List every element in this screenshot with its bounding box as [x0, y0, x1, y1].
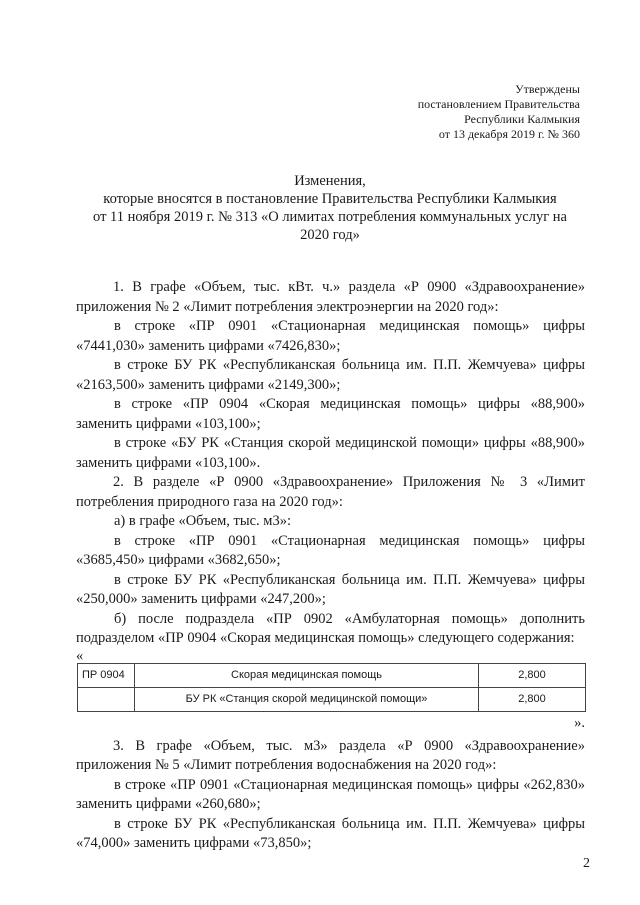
approval-line: Республики Калмыкия	[464, 112, 580, 126]
heading-line: от 11 ноября 2019 г. № 313 «О лимитах потребления коммунальных услуг на	[93, 209, 567, 225]
section-3-item: в строке «ПР 0901 «Стационарная медицинская помощь» цифры «262,830» заменить цифрами «260,680»;	[76, 776, 585, 812]
section-3-item: в строке БУ РК «Республиканская больница им. П.П. Жемчуева» цифры «74,000» заменить цифрами «73,850»;	[76, 815, 585, 851]
section-2-sub-a: а) в графе «Объем, тыс. м3»:	[114, 513, 292, 529]
open-quote: «	[76, 647, 84, 664]
section-1-item: в строке «ПР 0904 «Скорая медицинская помощь» цифры «88,900» заменить цифрами «103,100»;	[76, 396, 585, 432]
heading-line: Изменения,	[294, 173, 366, 189]
heading-line: 2020 год»	[300, 227, 360, 243]
approval-line: Утверждены	[515, 82, 580, 96]
table-cell-name: Скорая медицинская помощь	[135, 663, 479, 687]
close-quote: ».	[574, 714, 585, 731]
section-1-item: в строке «БУ РК «Станция скорой медицинской помощи» цифры «88,900» заменить цифрами «103,100».	[76, 435, 585, 471]
section-2-sub-b: б) после подраздела «ПР 0902 «Амбулаторная помощь» дополнить подразделом «ПР 0904 «Скорая медицинская помощь» следующего содержания:	[76, 610, 585, 646]
document-heading	[80, 172, 580, 244]
document-body	[76, 278, 585, 854]
table-row	[78, 663, 586, 687]
section-1-intro: 1. В графе «Объем, тыс. кВт. ч.» раздела «Р 0900 «Здравоохранение» приложения № 2 «Лимит потребления электроэнергии на 2020 год»:	[76, 279, 585, 315]
page-number: 2	[583, 856, 590, 871]
section-1-item: в строке БУ РК «Республиканская больница им. П.П. Жемчуева» цифры «2163,500» заменить цифрами «2149,300»;	[76, 357, 585, 393]
section-2-item: в строке БУ РК «Республиканская больница им. П.П. Жемчуева» цифры «250,000» заменить цифрами «247,200»;	[76, 571, 585, 607]
table-cell-code	[78, 687, 135, 711]
inserted-table	[77, 663, 586, 712]
table-cell-value: 2,800	[479, 663, 586, 687]
section-2-item: в строке «ПР 0901 «Стационарная медицинская помощь» цифры «3685,450» цифрами «3682,650»;	[76, 532, 585, 568]
table-row	[78, 687, 586, 711]
table-cell-code: ПР 0904	[78, 663, 135, 687]
section-2-intro: 2. В разделе «Р 0900 «Здравоохранение» Приложения № 3 «Лимит потребления природного газа на 2020 год»:	[76, 474, 585, 510]
section-1-item: в строке «ПР 0901 «Стационарная медицинская помощь» цифры «7441,030» заменить цифрами «7426,830»;	[76, 318, 585, 354]
section-3-intro: 3. В графе «Объем, тыс. м3» раздела «Р 0900 «Здравоохранение» приложения № 5 «Лимит потребления водоснабжения на 2020 год»:	[76, 737, 585, 773]
table-cell-name: БУ РК «Станция скорой медицинской помощи»	[135, 687, 479, 711]
approval-block	[418, 82, 580, 142]
table-cell-value: 2,800	[479, 687, 586, 711]
approval-line: от 13 декабря 2019 г. № 360	[438, 127, 580, 141]
approval-line: постановлением Правительства	[417, 97, 580, 111]
heading-line: которые вносятся в постановление Правительства Республики Калмыкия	[103, 191, 557, 207]
